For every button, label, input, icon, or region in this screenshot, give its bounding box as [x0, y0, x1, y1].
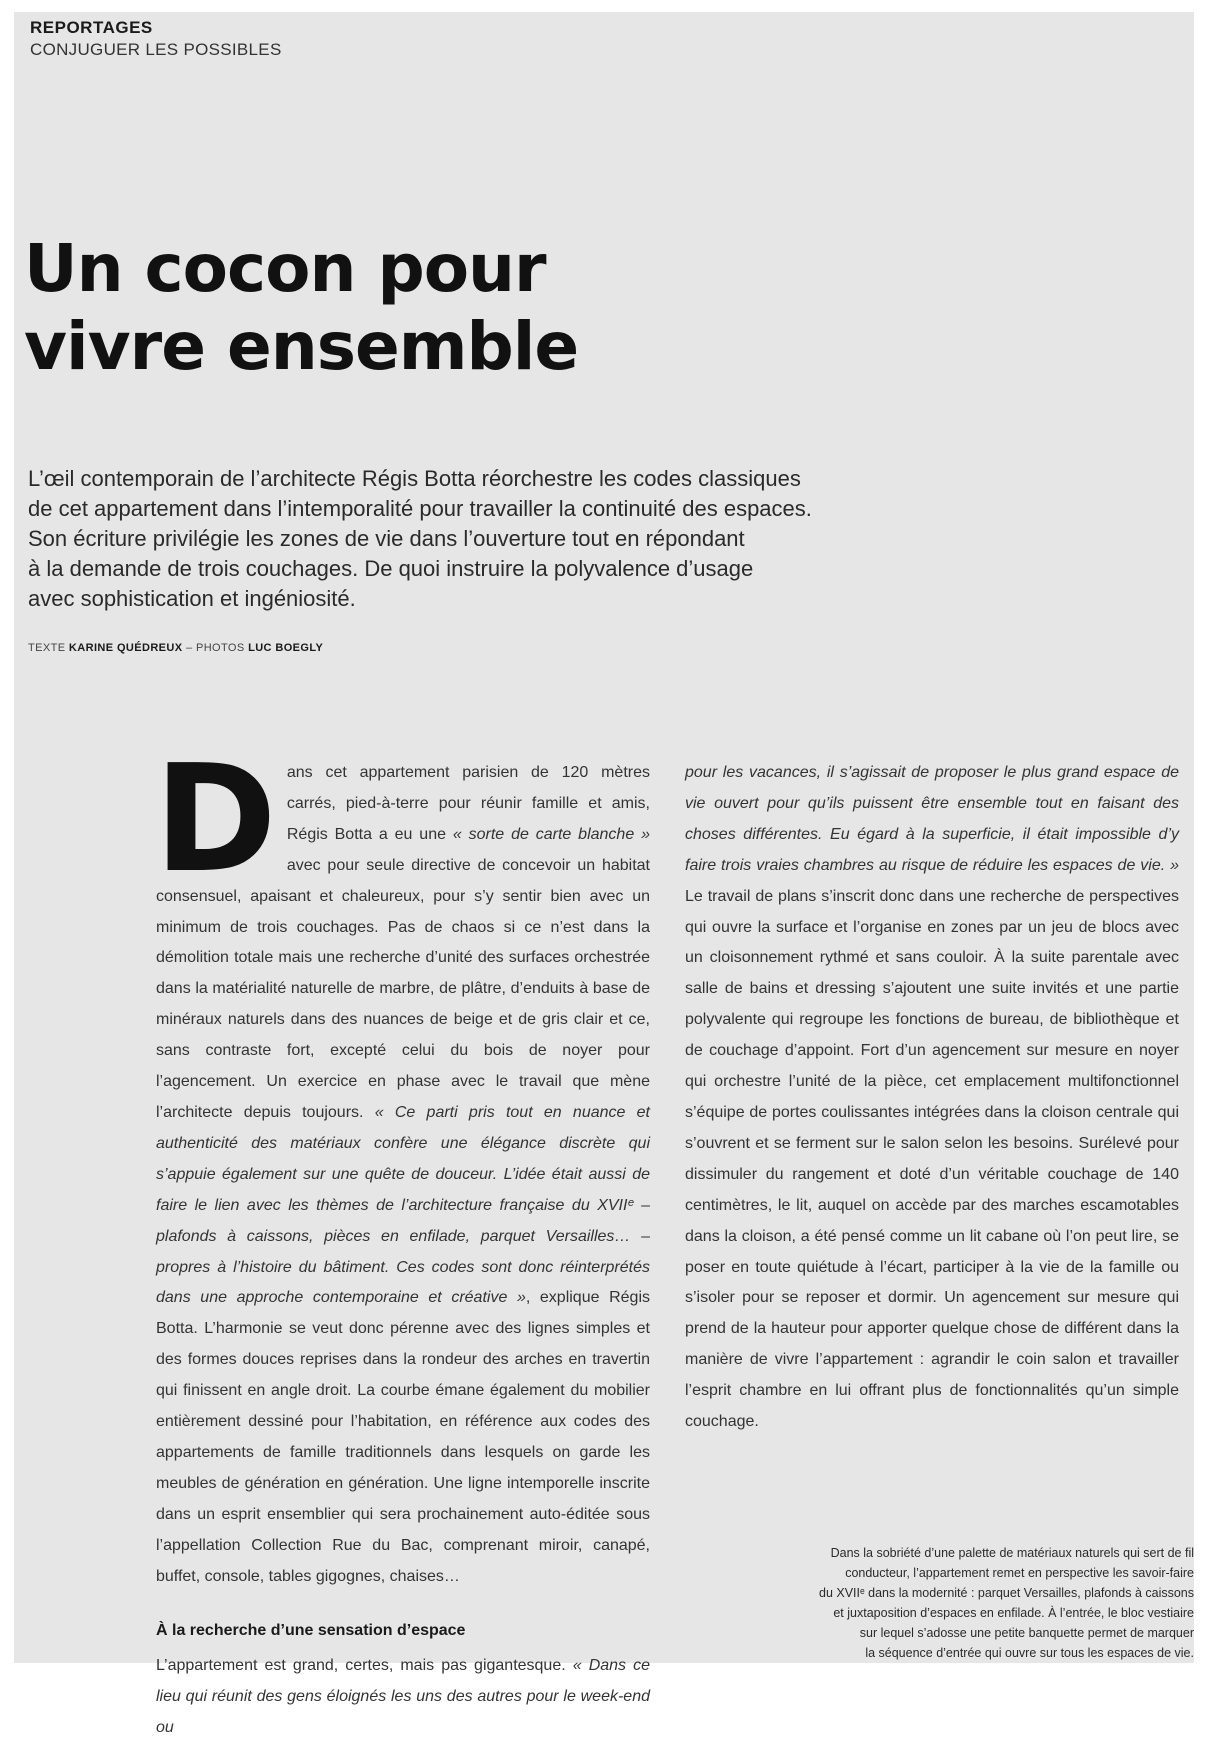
caption-line: Dans la sobriété d’une palette de matériaux naturels qui sert de fil [830, 1546, 1194, 1560]
body-column-left [154, 733, 651, 1744]
credit-separator: – [185, 642, 193, 654]
section-label: REPORTAGES [30, 18, 153, 37]
drop-cap: D [154, 733, 277, 905]
credit-photographer: LUC BOEGLY [248, 642, 324, 654]
body-column-right [685, 758, 1179, 1438]
magazine-page [14, 12, 1194, 1737]
credit-text-label: TEXTE [28, 642, 66, 654]
photo-caption [754, 1543, 1194, 1663]
article-lede [28, 464, 888, 614]
lede-line: L’œil contemporain de l’architecte Régis Botta réorchestre les codes classiques [28, 466, 801, 491]
body-paragraph: pour les vacances, il s’agissait de proposer le plus grand espace de vie ouvert pour qu’ils puissent être ensemble tout en faisant des choses différentes. Eu égard à la superficie, il était impossible d’y faire trois vraies chambres au risque de réduire les espaces de vie. » Le travail de plans s’inscrit donc dans une recherche de perspectives qui ouvre la surface et l’organise en zones par un jeu de blocs avec un cloisonnement rythmé et sans couloir. À la suite parentale avec salle de bains et dressing s’ajoutent une suite invités et une partie polyvalente qui regroupe les fonctions de bureau, de bibliothèque et de couchage d’appoint. Fort d’un agencement sur mesure en noyer qui orchestre l’unité de la pièce, cet emplacement multifonctionnel s’équipe de portes coulissantes intégrées dans la cloison centrale qui s’ouvrent et se ferment sur le salon selon les besoins. Surélevé pour dissimuler du rangement et doté d’un véritable couchage de 140 centimètres, le lit, auquel on accède par des marches escamotables dans la cloison, a été pensé comme un lit cabane où l’on peut lire, se poser en toute quiétude à l’écart, participer à la vie de la famille ou s’isoler pour se reposer et dormir. Un agencement sur mesure qui prend de la hauteur pour apporter quelque chose de différent dans la manière de vivre l’appartement : agrandir le coin salon et travailler l’esprit chambre en lui offrant plus de fonctionnalités qu’un simple couchage. [685, 764, 1179, 1431]
caption-line: conducteur, l’appartement remet en perspective les savoir-faire [845, 1566, 1194, 1580]
lede-line: Son écriture privilégie les zones de vie dans l’ouverture tout en répondant [28, 526, 745, 551]
subsection-label: CONJUGUER LES POSSIBLES [30, 40, 282, 59]
caption-line: sur lequel s’adosse une petite banquette permet de marquer [859, 1626, 1194, 1640]
caption-line: et juxtaposition d’espaces en enfilade. À l’entrée, le bloc vestiaire [833, 1606, 1194, 1620]
title-line: Un cocon pour [24, 230, 546, 307]
body-paragraph: L’appartement est grand, certes, mais pas gigantesque. « Dans ce lieu qui réunit des gens éloignés les uns des autres pour le week-end ou [156, 1657, 650, 1737]
lede-line: de cet appartement dans l’intemporalité pour travailler la continuité des espaces. [28, 496, 812, 521]
article-credits [28, 642, 323, 654]
credit-author: KARINE QUÉDREUX [68, 642, 183, 654]
body-subheading: À la recherche d’une sensation d’espace [156, 1622, 466, 1640]
title-line: vivre ensemble [24, 308, 579, 385]
credit-photos-label: PHOTOS [195, 642, 245, 654]
article-title [24, 230, 924, 386]
caption-line: la séquence d’entrée qui ouvre sur tous les espaces de vie. [865, 1646, 1194, 1660]
caption-line: du XVIIᵉ dans la modernité : parquet Versailles, plafonds à caissons [819, 1586, 1194, 1600]
lede-line: avec sophistication et ingéniosité. [28, 586, 356, 611]
body-paragraph: Dans cet appartement parisien de 120 mètres carrés, pied-à-terre pour réunir famille et amis, Régis Botta a eu une « sorte de carte blanche » avec pour seule directive de concevoir un habitat consensuel, apaisant et chaleureux, pour s’y sentir bien avec un minimum de trois couchages. Pas de chaos si ce n’est dans la démolition totale mais une recherche d’unité des surfaces orchestrée dans la matérialité naturelle de marbre, de plâtre, d’enduits à base de minéraux naturels dans des nuances de beige et de gris clair et ce, sans contraste fort, excepté celui du bois de noyer pour l’agencement. Un exercice en phase avec le travail que mène l’architecte depuis toujours. « Ce parti pris tout en nuance et authenticité des matériaux confère une élégance discrète qui s’appuie également sur une quête de douceur. L’idée était aussi de faire le lien avec les thèmes de l’architecture française du XVIIᵉ – plafonds à caissons, pièces en enfilade, parquet Versailles… – propres à l’histoire du bâtiment. Ces codes sont donc réinterprétés dans une approche contemporaine et créative », explique Régis Botta. L’harmonie se veut donc pérenne avec des lignes simples et des formes douces reprises dans la rondeur des arches en travertin qui finissent en angle droit. La courbe émane également du mobilier entièrement dessiné pour l’habitation, en référence aux codes des appartements de famille traditionnels dans lesquels on garde les meubles de génération en génération. Une ligne intemporelle inscrite dans un esprit ensemblier qui sera prochainement auto-éditée sous l’appellation Collection Rue du Bac, comprenant miroir, canapé, buffet, console, tables gigognes, chaises… [154, 733, 651, 1585]
lede-line: à la demande de trois couchages. De quoi instruire la polyvalence d’usage [28, 556, 754, 581]
